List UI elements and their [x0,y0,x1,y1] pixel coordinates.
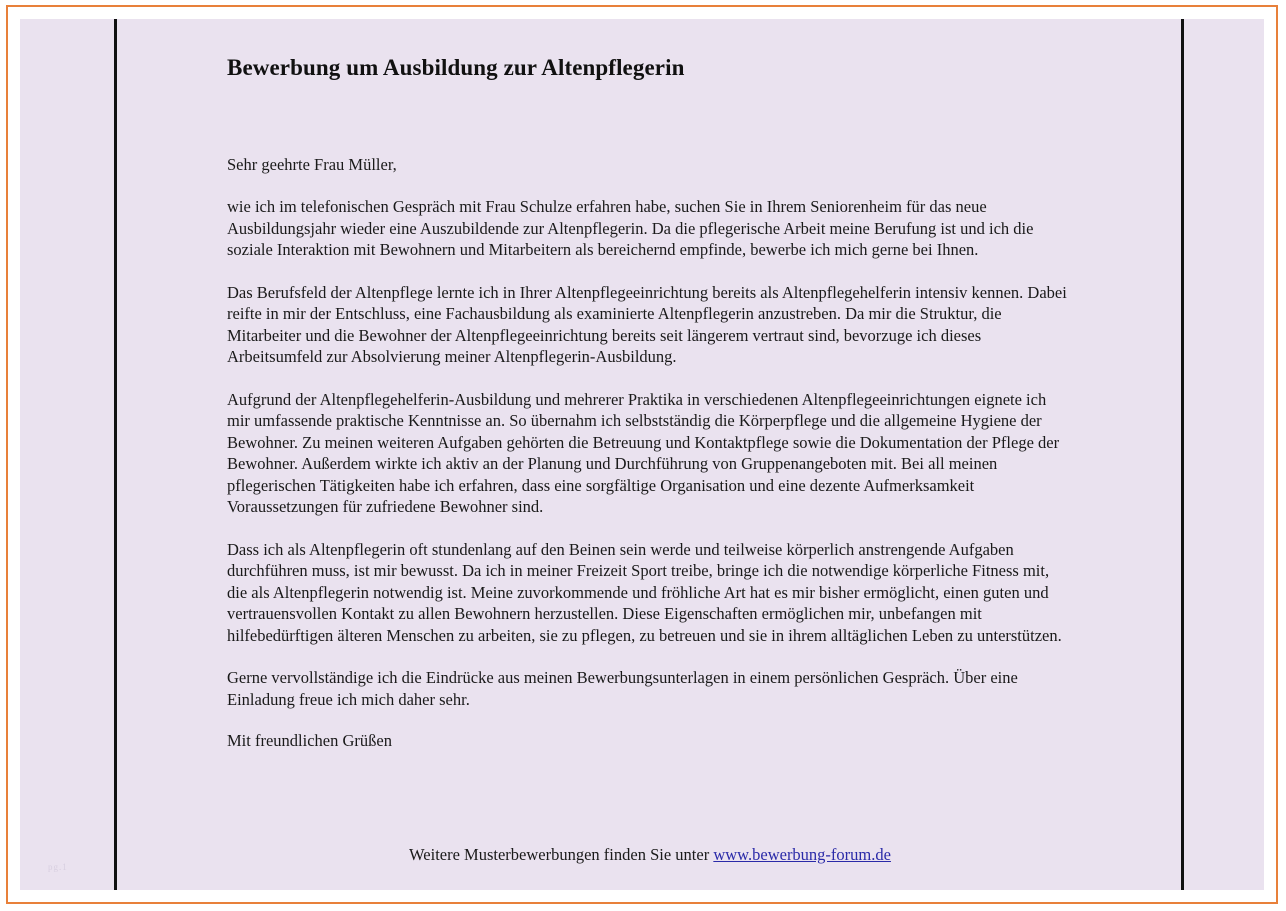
corner-mark: pg.1 [48,862,68,872]
body-paragraph-5: Gerne vervollständige ich die Eindrücke aus meinen Bewerbungsunterlagen in einem persönlichen Gespräch. Über eine Einladung freue ich mich daher sehr. [227,668,1018,709]
letter-content [227,19,1073,890]
salutation: Sehr geehrte Frau Müller, [227,155,397,174]
right-margin-rule [1181,19,1184,890]
body-paragraph-3: Aufgrund der Altenpflegehelferin-Ausbildung und mehrerer Praktika in verschiedenen Altenpflegeeinrichtungen eignete ich mir umfassende praktische Kenntnisse an. So übernahm ich selbstständig die Körperpflege und die allgemeine Hygiene der Bewohner. Zu meinen weiteren Aufgaben gehörten die Betreuung und Kontaktpflege sowie die Dokumentation der Pflege der Bewohner. Außerdem wirkte ich aktiv an der Planung und Durchführung von Gruppenangeboten mit. Bei all meinen pflegerischen Tätigkeiten habe ich erfahren, dass eine sorgfältige Organisation und eine dezente Aufmerksamkeit Voraussetzungen für zufriedene Bewohner sind. [227,389,1060,516]
left-margin-rule [114,19,117,890]
footer-text: Weitere Musterbewerbungen finden Sie unter [409,845,710,864]
document-sheet [20,19,1264,890]
body-paragraph-2: Das Berufsfeld der Altenpflege lernte ich in Ihrer Altenpflegeeinrichtung bereits als Altenpflegehelferin intensiv kennen. Dabei reifte in mir der Entschluss, eine Fachausbildung als examinierte Altenpflegerin anzustreben. Da mir die Struktur, die Mitarbeiter und die Bewohner der Altenpflegeeinrichtung bereits seit längerem vertraut sind, bevorzuge ich dieses Arbeitsumfeld zur Absolvierung meiner Altenpflegerin-Ausbildung. [227,282,1067,366]
body-paragraph-1: wie ich im telefonischen Gespräch mit Frau Schulze erfahren habe, suchen Sie in Ihrem Seniorenheim für das neue Ausbildungsjahr wieder eine Auszubildende zur Altenpflegerin. Da die pflegerische Arbeit meine Berufung ist und ich die soziale Interaktion mit Bewohnern und Mitarbeitern als bereichernd empfinde, bewerbe ich mich gerne bei Ihnen. [227,197,1034,259]
page-border [6,5,1278,904]
footer [227,845,1073,865]
closing-line: Mit freundlichen Grüßen [227,731,392,750]
footer-link[interactable]: www.bewerbung-forum.de [713,845,891,864]
page-title: Bewerbung um Ausbildung zur Altenpflegerin [227,55,685,80]
body-paragraph-4: Dass ich als Altenpflegerin oft stundenlang auf den Beinen sein werde und teilweise körperlich anstrengende Aufgaben durchführen muss, ist mir bewusst. Da ich in meiner Freizeit Sport treibe, bringe ich die notwendige körperliche Fitness mit, die als Altenpflegerin notwendig ist. Meine zuvorkommende und fröhliche Art hat es mir bisher ermöglicht, einen guten und vertrauensvollen Kontakt zu allen Bewohnern herzustellen. Diese Eigenschaften ermöglichen mir, unbefangen mit hilfebedürftigen älteren Menschen zu arbeiten, sie zu pflegen, zu betreuen und sie in ihrem alltäglichen Leben zu unterstützen. [227,539,1062,645]
